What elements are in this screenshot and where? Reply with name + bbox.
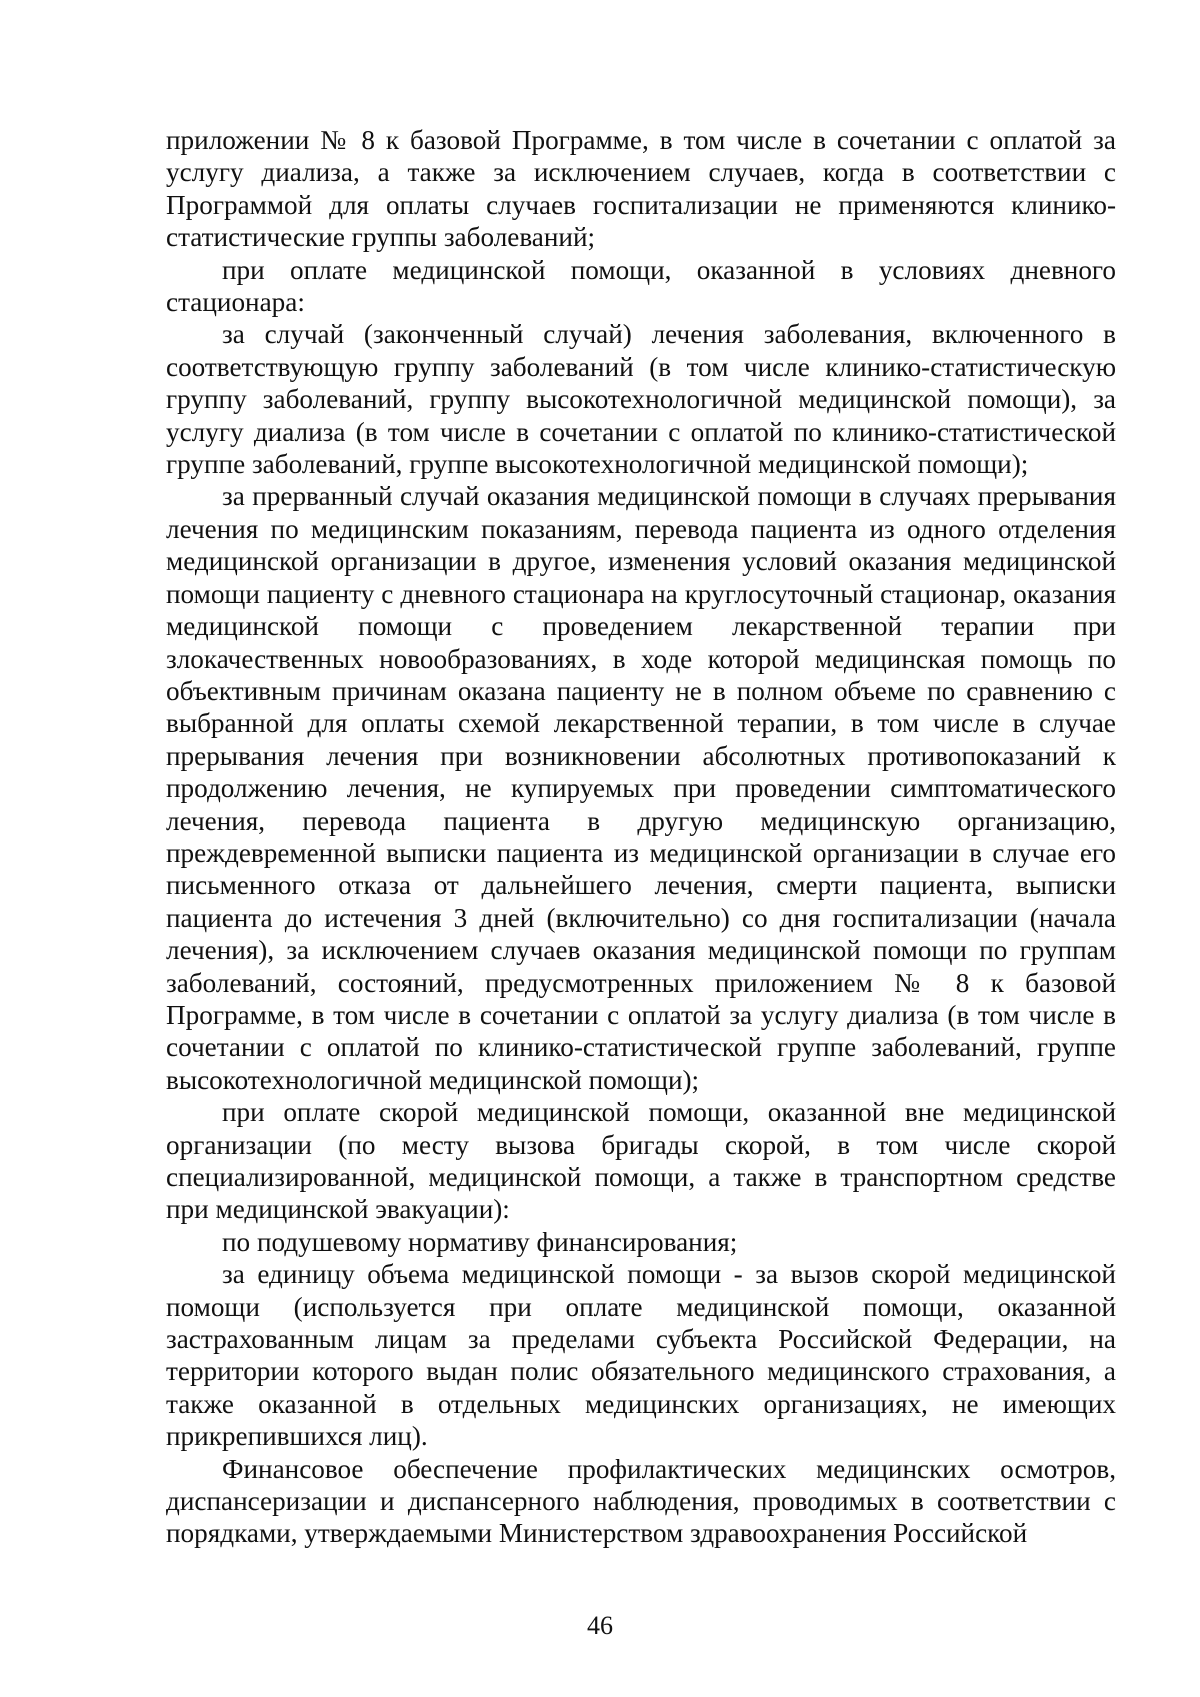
paragraph-5: при оплате скорой медицинской помощи, оказанной вне медицинской организации (по месту вызова бригады скорой, в том числе скорой специализированной, медицинской помощи, а также в транспортном средстве при медицинской эвакуации): xyxy=(166,1097,1116,1225)
page-number: 46 xyxy=(587,1611,613,1640)
paragraph-8: Финансовое обеспечение профилактических медицинских осмотров, диспансеризации и диспансерного наблюдения, проводимых в соответствии с порядками, утверждаемыми Министерством здравоохранения Российской xyxy=(166,1453,1116,1549)
paragraph-1: приложении № 8 к базовой Программе, в том числе в сочетании с оплатой за услугу диализа, а также за исключением случаев, когда в соответствии с Программой для оплаты случаев госпитализации не применяются клинико-статистические группы заболеваний; xyxy=(166,125,1116,253)
paragraph-6: по подушевому нормативу финансирования; xyxy=(222,1226,738,1257)
paragraph-4: за прерванный случай оказания медицинской помощи в случаях прерывания лечения по медицинским показаниям, перевода пациента из одного отделения медицинской организации в другое, изменения условий оказания медицинской помощи пациенту с дневного стационара на круглосуточный стационар, оказания медицинской помощи с проведением лекарственной терапии при злокачественных новообразованиях, в ходе которой медицинская помощь по объективным причинам оказана пациенту не в полном объеме по сравнению с выбранной для оплаты схемой лекарственной терапии, в том числе в случае прерывания лечения при возникновении абсолютных противопоказаний к продолжению лечения, не купируемых при проведении симптоматического лечения, перевода пациента в другую медицинскую организацию, преждевременной выписки пациента из медицинской организации в случае его письменного отказа от дальнейшего лечения, смерти пациента, выписки пациента до истечения 3 дней (включительно) со дня госпитализации (начала лечения), за исключением случаев оказания медицинской помощи по группам заболеваний, состояний, предусмотренных приложением № 8 к базовой Программе, в том числе в сочетании с оплатой за услугу диализа (в том числе в сочетании с оплатой по клинико-статистической группе заболеваний, группе высокотехнологичной медицинской помощи); xyxy=(166,481,1116,1095)
paragraph-3: за случай (законченный случай) лечения заболевания, включенного в соответствующую группу заболеваний (в том числе клинико-статистическую группу заболеваний, группу высокотехнологичной медицинской помощи), за услугу диализа (в том числе в сочетании с оплатой по клинико-статистической группе заболеваний, группе высокотехнологичной медицинской помощи); xyxy=(166,319,1116,480)
paragraph-7: за единицу объема медицинской помощи - за вызов скорой медицинской помощи (используется при оплате медицинской помощи, оказанной застрахованным лицам за пределами субъекта Российской Федерации, на территории которого выдан полис обязательного медицинского страхования, а также оказанной в отдельных медицинских организациях, не имеющих прикрепившихся лиц). xyxy=(166,1259,1116,1452)
paragraph-2: при оплате медицинской помощи, оказанной в условиях дневного стационара: xyxy=(166,254,1116,318)
document-body xyxy=(166,124,1116,1550)
